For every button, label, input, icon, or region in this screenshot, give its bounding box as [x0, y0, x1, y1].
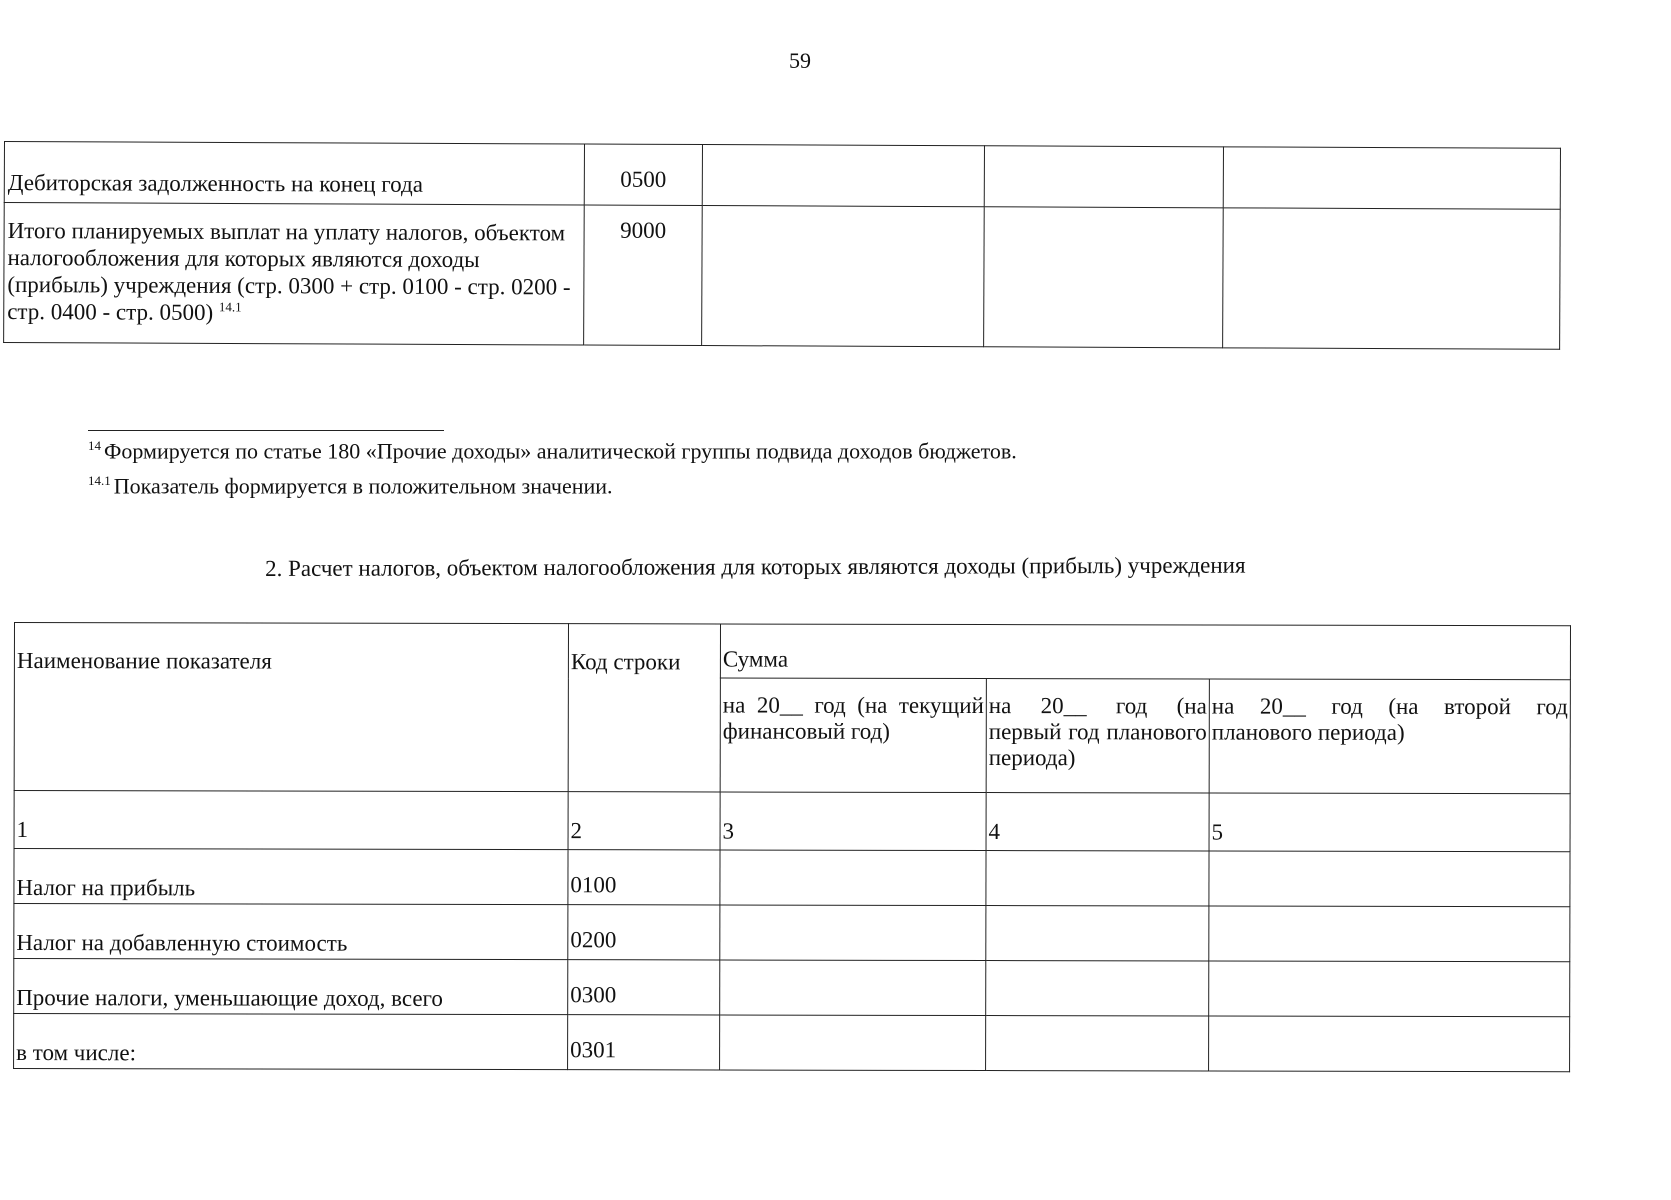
table-row — [4, 142, 1560, 210]
value-cell — [720, 960, 986, 1016]
value-cell — [1223, 208, 1561, 349]
footnote-divider — [88, 430, 444, 431]
header-year-current: на 20__ год (на текущий финансовый год) — [720, 678, 986, 793]
value-cell — [1209, 906, 1570, 962]
section-title: 2. Расчет налогов, объектом налогообложения для которых являются доходы (прибыль) учреждения — [265, 552, 1246, 581]
row-code: 0300 — [568, 960, 720, 1015]
value-cell — [702, 206, 985, 347]
row-name: Дебиторская задолженность на конец года — [4, 142, 584, 206]
header-sum: Сумма — [720, 624, 1570, 680]
row-name-cell — [4, 203, 585, 346]
header-row — [14, 623, 1570, 680]
footnote-text: Показатель формируется в положительном значении. — [113, 473, 613, 499]
column-number: 1 — [14, 791, 568, 850]
table-row — [14, 1014, 1570, 1072]
row-name: Налог на прибыль — [14, 849, 568, 905]
value-cell — [1223, 147, 1560, 209]
row-code: 0100 — [568, 850, 720, 905]
row-code: 0301 — [568, 1015, 720, 1070]
footnote — [88, 438, 1017, 464]
value-cell — [1209, 1016, 1570, 1072]
tax-calculation-table — [13, 622, 1571, 1072]
value-cell — [720, 905, 986, 961]
row-name: Прочие налоги, уменьшающие доход, всего — [14, 959, 568, 1015]
footnote-reference: 14.1 — [218, 299, 242, 315]
value-cell — [986, 851, 1209, 906]
value-cell — [986, 961, 1209, 1016]
value-cell — [702, 145, 984, 207]
row-code: 0200 — [568, 905, 720, 960]
row-name: Итого планируемых выплат на уплату налогов, объектом налогообложения для которых являются доходы (прибыль) учреждения (стр. 0300 + стр. 0100 - стр. 0200 - стр. 0400 - стр. 0500) — [7, 218, 571, 325]
footnote-mark: 14 — [88, 438, 101, 453]
value-cell — [986, 906, 1209, 961]
footnote-mark: 14.1 — [88, 473, 111, 488]
value-cell — [1209, 851, 1570, 907]
row-name: Налог на добавленную стоимость — [14, 904, 568, 960]
footnote — [88, 473, 613, 499]
header-code: Код строки — [568, 624, 720, 792]
value-cell — [984, 146, 1223, 208]
column-number: 4 — [986, 793, 1209, 851]
value-cell — [720, 1015, 986, 1071]
row-name: в том числе: — [14, 1014, 568, 1070]
value-cell — [720, 850, 986, 906]
value-cell — [984, 207, 1224, 348]
top-table-continuation — [3, 141, 1561, 350]
column-number-row — [14, 791, 1570, 852]
header-name: Наименование показателя — [14, 623, 568, 792]
column-number: 5 — [1209, 793, 1570, 852]
column-number: 2 — [568, 792, 720, 850]
row-code: 0500 — [584, 144, 702, 206]
value-cell — [1209, 961, 1570, 1017]
header-year-second: на 20__ год (на второй год планового периода) — [1209, 679, 1570, 794]
table-row — [14, 849, 1570, 907]
value-cell — [986, 1016, 1209, 1071]
column-number: 3 — [720, 792, 986, 851]
page-number: 59 — [789, 48, 811, 73]
header-year-first: на 20__ год (на первый год планового периода) — [986, 679, 1209, 793]
row-code: 9000 — [584, 205, 703, 346]
table-row — [14, 959, 1570, 1017]
table-row — [14, 904, 1570, 962]
table-row — [4, 203, 1561, 350]
footnote-text: Формируется по статье 180 «Прочие доходы» аналитической группы подвида доходов бюджетов. — [104, 438, 1017, 464]
